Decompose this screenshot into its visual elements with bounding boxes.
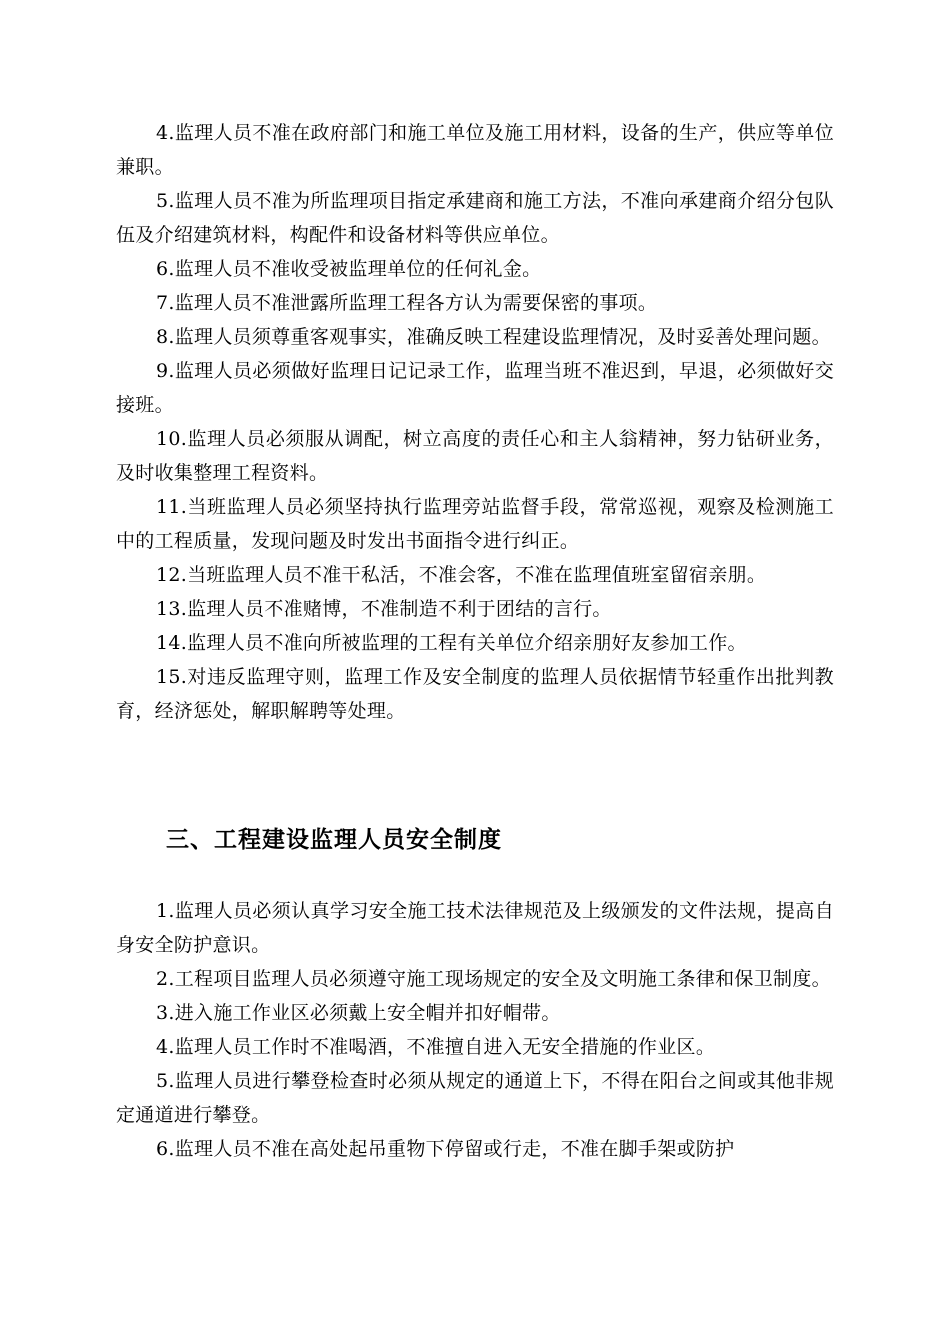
rule-item-10: 10.监理人员必须服从调配，树立高度的责任心和主人翁精神，努力钻研业务，及时收集整理工程资料。 bbox=[116, 428, 834, 484]
rule-item-9: 9.监理人员必须做好监理日记记录工作，监理当班不准迟到，早退，必须做好交接班。 bbox=[116, 360, 834, 416]
rule-item-12: 12.当班监理人员不准干私活，不准会客，不准在监理值班室留宿亲朋。 bbox=[156, 564, 767, 586]
rule-item-5: 5.监理人员不准为所监理项目指定承建商和施工方法，不准向承建商介绍分包队伍及介绍建筑材料，构配件和设备材料等供应单位。 bbox=[116, 190, 834, 246]
rule-item-7: 7.监理人员不准泄露所监理工程各方认为需要保密的事项。 bbox=[156, 292, 658, 314]
rule-item-11: 11.当班监理人员必须坚持执行监理旁站监督手段，常常巡视，观察及检测施工中的工程质量，发现问题及时发出书面指令进行纠正。 bbox=[116, 496, 834, 552]
safety-item-2: 2.工程项目监理人员必须遵守施工现场规定的安全及文明施工条律和保卫制度。 bbox=[156, 968, 831, 990]
safety-item-5: 5.监理人员进行攀登检查时必须从规定的通道上下，不得在阳台之间或其他非规定通道进行攀登。 bbox=[116, 1070, 834, 1126]
safety-item-6: 6.监理人员不准在高处起吊重物下停留或行走，不准在脚手架或防护 bbox=[156, 1138, 735, 1160]
safety-item-3: 3.进入施工作业区必须戴上安全帽并扣好帽带。 bbox=[156, 1002, 561, 1024]
section-heading: 三、工程建设监理人员安全制度 bbox=[166, 827, 502, 853]
rule-item-8: 8.监理人员须尊重客观事实，准确反映工程建设监理情况，及时妥善处理问题。 bbox=[156, 326, 831, 348]
safety-item-1: 1.监理人员必须认真学习安全施工技术法律规范及上级颁发的文件法规，提高自身安全防护意识。 bbox=[116, 900, 834, 956]
safety-rules-list bbox=[0, 894, 950, 1166]
rules-list bbox=[0, 116, 950, 728]
rule-item-6: 6.监理人员不准收受被监理单位的任何礼金。 bbox=[156, 258, 542, 280]
rule-item-4: 4.监理人员不准在政府部门和施工单位及施工用材料，设备的生产，供应等单位兼职。 bbox=[116, 122, 834, 178]
safety-item-4: 4.监理人员工作时不准喝酒，不准擅自进入无安全措施的作业区。 bbox=[156, 1036, 716, 1058]
rule-item-13: 13.监理人员不准赌博，不准制造不利于团结的言行。 bbox=[156, 598, 612, 620]
rule-item-15: 15.对违反监理守则，监理工作及安全制度的监理人员依据情节轻重作出批判教育，经济惩处，解职解聘等处理。 bbox=[116, 666, 834, 722]
rule-item-14: 14.监理人员不准向所被监理的工程有关单位介绍亲朋好友参加工作。 bbox=[156, 632, 747, 654]
